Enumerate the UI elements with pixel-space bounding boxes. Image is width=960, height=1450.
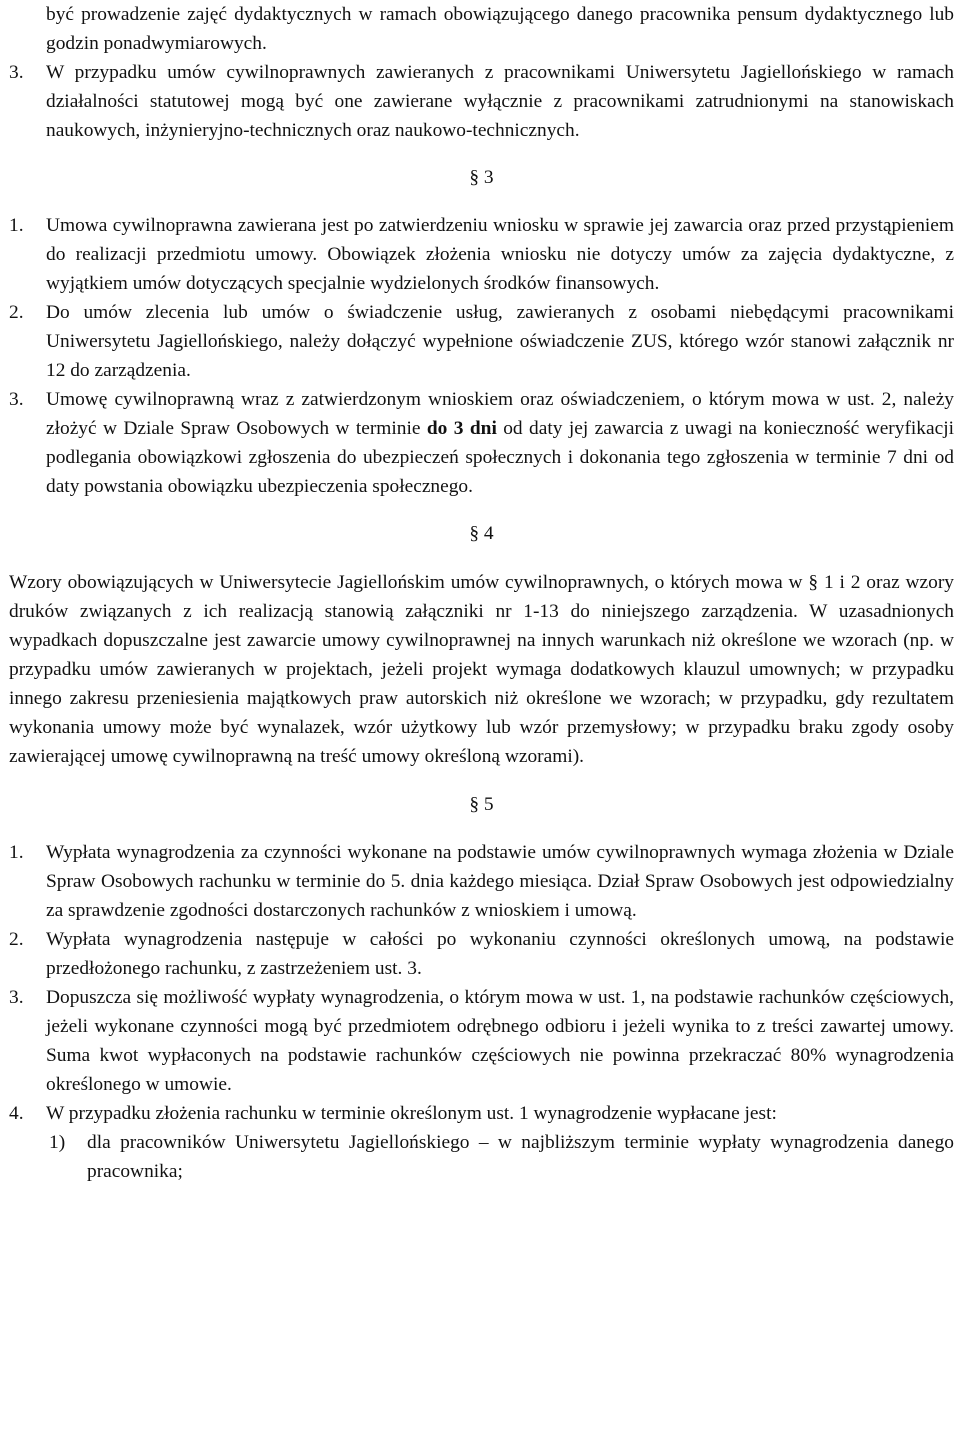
section3-item-2 [9,298,954,385]
paragraph-continuation [9,0,954,58]
list-item-text: Wypłata wynagrodzenia następuje w całości po wykonaniu czynności określonych umową, na podstawie przedłożonego rachunku, z zastrzeżeniem ust. 3. [46,929,954,979]
list-number: 2. [9,302,24,323]
section5-item-1 [9,838,954,925]
list-item-3 [9,58,954,145]
section5-subitem-1 [9,1128,954,1186]
section-heading-3: § 3 [469,167,494,188]
list-item-text: W przypadku złożenia rachunku w terminie określonym ust. 1 wynagrodzenie wypłacane jest: [46,1103,777,1124]
list-number: 3. [9,987,24,1008]
list-item-text-end: od daty jej zawarcia z uwagi na konieczność weryfikacji podlegania obowiązkowi zgłoszenia do ubezpieczeń społecznych i dokonania tego zgłoszenia w terminie 7 dni od daty powstania obowiązku ubezpieczenia społecznego. [46,418,954,497]
section5-item-4 [9,1099,954,1128]
list-item-text: Do umów zlecenia lub umów o świadczenie usług, zawieranych z osobami niebędącymi pracownikami Uniwersytetu Jagiellońskiego, należy dołączyć wypełnione oświadczenie ZUS, którego wzór stanowi załącznik nr 12 do zarządzenia. [46,302,954,381]
list-number: 2. [9,929,24,950]
deadline-bold: do 3 dni [426,418,497,439]
list-item-text: Dopuszcza się możliwość wypłaty wynagrodzenia, o którym mowa w ust. 1, na podstawie rachunków częściowych, jeżeli wykonane czynności mogą być przedmiotem odrębnego odbioru i jeżeli wynika to z treści zawartej umowy. Suma kwot wypłaconych na podstawie rachunków częściowych nie powinna przekraczać 80% wynagrodzenia określonego w umowie. [46,987,954,1095]
list-number: 1. [9,215,24,236]
list-item-text: dla pracowników Uniwersytetu Jagiellońskiego – w najbliższym terminie wypłaty wynagrodzenia danego pracownika; [87,1132,954,1182]
section3-item-3 [9,385,954,501]
section3-item-1 [9,211,954,298]
list-number: 4. [9,1103,24,1124]
section5-item-3 [9,983,954,1099]
list-number: 3. [9,389,24,410]
document-page [9,0,954,1186]
list-item-text-start: Umowę cywilnoprawną wraz z zatwierdzonym wnioskiem oraz oświadczeniem, o którym mowa w ust. 2, należy złożyć w Dziale Spraw Osobowych w terminie [46,389,954,439]
list-number: 3. [9,62,24,83]
paragraph-text: być prowadzenie zajęć dydaktycznych w ramach obowiązującego danego pracownika pensum dydaktycznego lub godzin ponadwymiarowych. [46,4,954,54]
section-heading-5: § 5 [469,794,494,815]
list-number: 1. [9,842,24,863]
list-item-text: W przypadku umów cywilnoprawnych zawieranych z pracownikami Uniwersytetu Jagiellońskiego w ramach działalności statutowej mogą być one zawierane wyłącznie z pracownikami zatrudnionymi na stanowiskach naukowych, inżynieryjno-technicznych oraz naukowo-technicznych. [46,62,954,141]
section5-item-2 [9,925,954,983]
list-item-text: Umowa cywilnoprawna zawierana jest po zatwierdzeniu wniosku w sprawie jej zawarcia oraz przed przystąpieniem do realizacji przedmiotu umowy. Obowiązek złożenia wniosku nie dotyczy umów za zajęcia dydaktyczne, z wyjątkiem umów dotyczących specjalnie wydzielonych środków finansowych. [46,215,954,294]
list-number: 1) [49,1132,66,1153]
section4-paragraph: Wzory obowiązujących w Uniwersytecie Jagiellońskim umów cywilnoprawnych, o których mowa w § 1 i 2 oraz wzory druków związanych z ich realizacją stanowią załączniki nr 1-13 do niniejszego zarządzenia. W uzasadnionych wypadkach dopuszczalne jest zawarcie umowy cywilnoprawnej na innych warunkach niż określone we wzorach (np. w przypadku umów zawieranych w projektach, jeżeli projekt wymaga dodatkowych klauzul umownych; w przypadku innego zakresu przeniesienia majątkowych praw autorskich niż określone we wzorach; w przypadku, gdy rezultatem wykonania umowy może być wynalazek, wzór użytkowy lub wzór przemysłowy; w przypadku braku zgody osoby zawierającej umowę cywilnoprawną na treść umowy określoną wzorami). [9,572,954,767]
list-item-text: Wypłata wynagrodzenia za czynności wykonane na podstawie umów cywilnoprawnych wymaga złożenia w Dziale Spraw Osobowych rachunku w terminie do 5. dnia każdego miesiąca. Dział Spraw Osobowych jest odpowiedzialny za sprawdzenie zgodności dostarczonych rachunków z wnioskiem i umową. [46,842,954,921]
section-heading-4: § 4 [469,523,494,544]
